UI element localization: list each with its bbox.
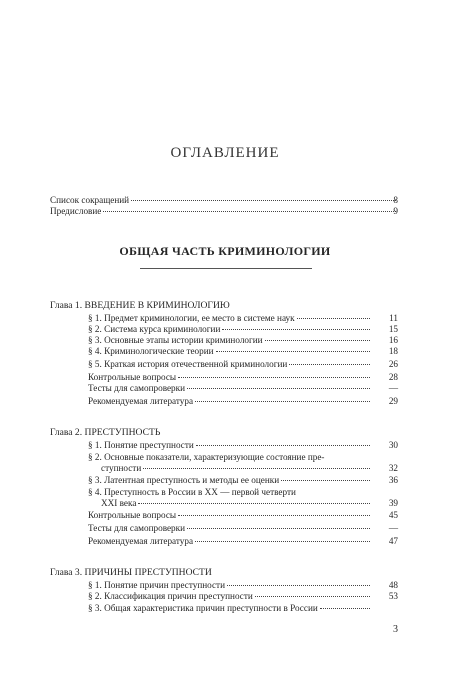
toc-entry[interactable] <box>88 324 398 335</box>
toc-entry[interactable] <box>101 463 398 474</box>
toc-entry-label: Рекомендуемая литература <box>88 536 194 546</box>
toc-entry-page: 9 <box>393 206 398 216</box>
toc-entry-label: § 3. Основные этапы истории криминологии <box>88 335 263 345</box>
toc-entry[interactable] <box>88 396 398 407</box>
leader-dots <box>143 468 370 469</box>
toc-entry-label: § 2. Основные показатели, характеризующие состояние пре- <box>88 452 325 462</box>
toc-entry-preface[interactable] <box>50 206 398 217</box>
toc-entry-page: 47 <box>388 536 398 546</box>
toc-entry[interactable] <box>88 523 398 534</box>
toc-entry[interactable] <box>88 335 398 346</box>
toc-entry[interactable] <box>88 536 398 547</box>
toc-entry-label: § 4. Криминологические теории <box>88 346 214 356</box>
toc-entry-label: Рекомендуемая литература <box>88 396 194 406</box>
toc-entry[interactable] <box>101 498 398 509</box>
toc-entry-line1[interactable] <box>88 487 372 498</box>
toc-entry-page: 11 <box>389 313 398 323</box>
toc-entry-label: § 3. Латентная преступность и методы ее оценки <box>88 475 280 485</box>
toc-entry-label: § 1. Понятие причин преступности <box>88 580 225 590</box>
toc-entry-label: § 2. Классификация причин преступности <box>88 591 253 601</box>
chapter-1-title[interactable]: Глава 1. ВВЕДЕНИЕ В КРИМИНОЛОГИЮ <box>50 300 230 311</box>
toc-heading: ОГЛАВЛЕНИЕ <box>170 145 280 161</box>
leader-dots <box>195 401 370 402</box>
toc-entry-label: § 1. Предмет криминологии, ее место в системе наук <box>88 313 295 323</box>
leader-dots <box>320 608 370 609</box>
toc-entry-page: 16 <box>388 335 398 345</box>
leader-dots <box>216 351 370 352</box>
section-divider <box>140 268 312 269</box>
toc-entry-page: 53 <box>388 591 398 601</box>
toc-entry[interactable] <box>88 580 398 591</box>
toc-entry-page: 48 <box>388 580 398 590</box>
toc-entry-page: 26 <box>388 359 398 369</box>
leader-dots <box>289 364 370 365</box>
toc-entry-page: — <box>388 383 398 393</box>
toc-entry-label: Список сокращений <box>50 195 130 205</box>
leader-dots <box>178 515 370 516</box>
toc-entry-page: 30 <box>388 440 398 450</box>
toc-entry-page: 18 <box>388 346 398 356</box>
leader-dots <box>265 340 370 341</box>
toc-entry-page: 45 <box>388 510 398 520</box>
toc-entry-page: 32 <box>388 463 398 473</box>
toc-entry-label: ступности <box>101 463 142 473</box>
leader-dots <box>178 377 370 378</box>
toc-entry-label: § 3. Общая характеристика причин преступности в России <box>88 603 318 613</box>
leader-dots <box>187 388 370 389</box>
leader-dots <box>297 318 370 319</box>
toc-entry-page: 8 <box>393 195 398 205</box>
page-number: 3 <box>393 624 398 635</box>
leader-dots <box>195 541 370 542</box>
toc-entry-line1[interactable] <box>88 452 372 463</box>
leader-dots <box>281 480 370 481</box>
toc-entry-page: 15 <box>388 324 398 334</box>
toc-entry[interactable] <box>88 313 398 324</box>
toc-entry[interactable] <box>88 383 398 394</box>
part-title: ОБЩАЯ ЧАСТЬ КРИМИНОЛОГИИ <box>119 244 331 258</box>
toc-entry-page: 36 <box>388 475 398 485</box>
toc-entry[interactable] <box>88 359 398 370</box>
toc-entry[interactable] <box>88 475 398 486</box>
toc-entry-page: 28 <box>388 372 398 382</box>
toc-entry-label: § 2. Система курса криминологии <box>88 324 221 334</box>
toc-entry[interactable] <box>88 346 398 357</box>
leader-dots <box>138 503 370 504</box>
toc-entry[interactable] <box>88 510 398 521</box>
leader-dots <box>255 596 370 597</box>
toc-entry-page: — <box>388 523 398 533</box>
toc-entry[interactable] <box>88 603 398 614</box>
toc-entry-label: Контрольные вопросы <box>88 510 177 520</box>
toc-entry-label: Тесты для самопроверки <box>88 383 186 393</box>
leader-dots <box>196 445 370 446</box>
leader-dots <box>103 211 396 212</box>
chapter-3-title[interactable]: Глава 3. ПРИЧИНЫ ПРЕСТУПНОСТИ <box>50 567 212 578</box>
toc-entry-label: § 5. Краткая история отечественной криминологии <box>88 359 288 369</box>
toc-entry-label: § 4. Преступность в России в XX — первой четверти <box>88 487 296 497</box>
toc-entry-label: § 1. Понятие преступности <box>88 440 194 450</box>
toc-entry-label: Тесты для самопроверки <box>88 523 186 533</box>
leader-dots <box>131 200 396 201</box>
leader-dots <box>222 329 370 330</box>
toc-entry-page: 29 <box>388 396 398 406</box>
toc-entry[interactable] <box>88 440 398 451</box>
toc-entry-label: Контрольные вопросы <box>88 372 177 382</box>
toc-entry-abbreviations[interactable] <box>50 195 398 206</box>
toc-entry[interactable] <box>88 591 398 602</box>
chapter-2-title[interactable]: Глава 2. ПРЕСТУПНОСТЬ <box>50 427 161 438</box>
toc-entry-page: 39 <box>388 498 398 508</box>
leader-dots <box>227 585 370 586</box>
leader-dots <box>187 528 370 529</box>
toc-entry[interactable] <box>88 372 398 383</box>
toc-entry-label: XXI века <box>101 498 137 508</box>
toc-entry-label: Предисловие <box>50 206 102 216</box>
